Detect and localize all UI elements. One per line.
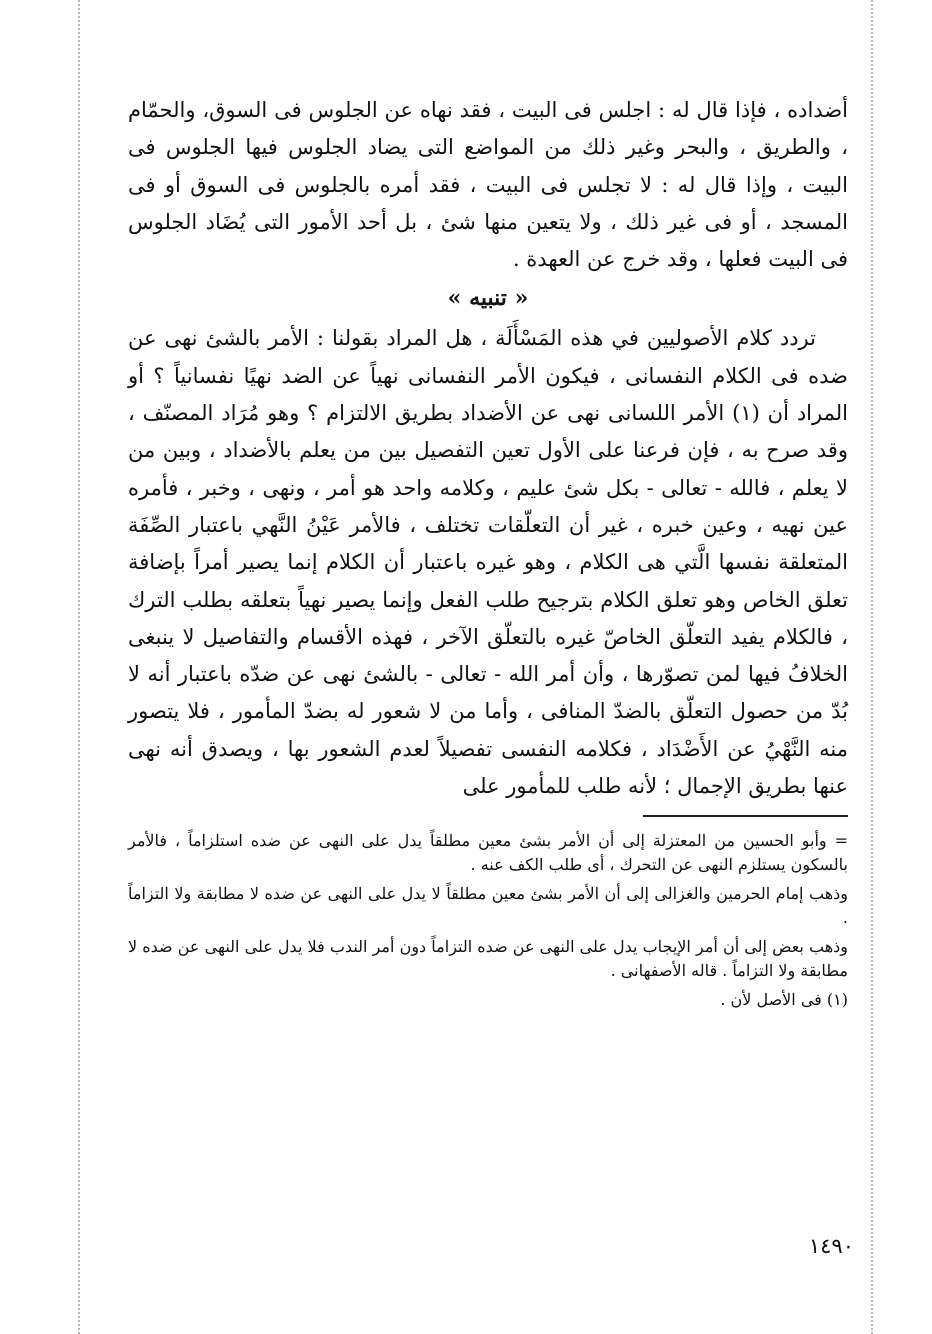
footnote: وذهب بعض إلى أن أمر الإيجاب يدل على النهى عن ضده التزاماً دون أمر الندب فلا يدل على النهى عن ضده لا مطابقة ولا التزاماً . قاله الأصفهانى . [128,937,848,981]
page-content [128,92,848,1017]
main-paragraph [128,320,848,805]
right-margin-dotted-line [871,0,873,1334]
top-paragraph [128,92,848,278]
footnote: (١) فى الأصل لأن . [720,990,848,1010]
footnote: = وأبو الحسين من المعتزلة إلى أن الأمر بشئ معين مطلقاً يدل على النهى عن ضده استلزاماً ، فالأمر بالسكون يستلزم النهى عن التحرك ، أى طلب الكف عنه . [128,831,848,875]
footnotes [128,829,848,1012]
footnote: وذهب إمام الحرمين والغزالى إلى أن الأمر بشئ معين مطلقاً لا يدل على النهى عن ضده لا مطابقة ولا التزاماً . [128,884,848,928]
footnote-separator [643,815,848,817]
left-margin-dotted-line [78,0,80,1334]
top-paragraph-text: أضداده ، فإذا قال له : اجلس فى البيت ، فقد نهاه عن الجلوس فى السوق، والحمّام ، والطريق ، والبحر وغير ذلك من المواضع التى يضاد الجلوس فيها الجلوس فى البيت ، وإذا قال له : لا تجلس فى البيت ، فقد أمره بالجلوس فى السوق أو فى المسجد ، أو فى غير ذلك ، ولا يتعين منها شئ ، بل أحد الأمور التى يُضَاد الجلوس فى البيت فعلها ، وقد خرج عن العهدة . [128,98,848,272]
main-paragraph-text: تردد كلام الأصوليين في هذه المَسْأَلَة ، هل المراد بقولنا : الأمر بالشئ نهى عن ضده فى الكلام النفسانى ، فيكون الأمر النفسانى نهياً عن الضد نهيًا نفسانياً ؟ أو المراد أن (١) الأمر اللسانى نهى عن الأضداد بطريق الالتزام ؟ وهو مُرَاد المصنّف ، وقد صرح به ، فإن فرعنا على الأول تعين التفصيل بين من يعلم بالأضداد ، وبين من لا يعلم ، فالله - تعالى - بكل شئ عليم ، وكلامه واحد هو أمر ، ونهى ، وخبر ، فأمره عين نهيه ، وعين خبره ، غير أن التعلّقات تختلف ، فالأمر عَيْنُ النَّهي باعتبار الصِّفَة المتعلقة نفسها الَّتي هى الكلام ، وهو غيره باعتبار أن الكلام إنما يصير أمراً بإضافة تعلق الخاص وهو تعلق الكلام بترجيح طلب الفعل وإنما يصير نهياً بتعلقه بطلب الترك ، فالكلام يفيد التعلّق الخاصّ غيره بالتعلّق الآخر ، فهذه الأقسام والتفاصيل لا ينبغى الخلافُ فيها لمن تصوّرها ، وأن أمر الله - تعالى - بالشئ نهى عن ضدّه باعتبار أنه لا بُدّ من حصول التعلّق بالضدّ المنافى ، وأما من لا شعور له بضدّ المأمور ، فلا يتصور منه النَّهْيُ عن الأَضْدَاد ، فكلامه النفسى تفصيلاً لعدم الشعور بها ، ويصدق أنه نهى عنها بطريق الإجمال ؛ لأنه طلب للمأمور على [128,326,848,799]
section-heading: « تنبيه » [447,285,529,312]
page-number: ١٤٩٠ [808,1234,854,1258]
